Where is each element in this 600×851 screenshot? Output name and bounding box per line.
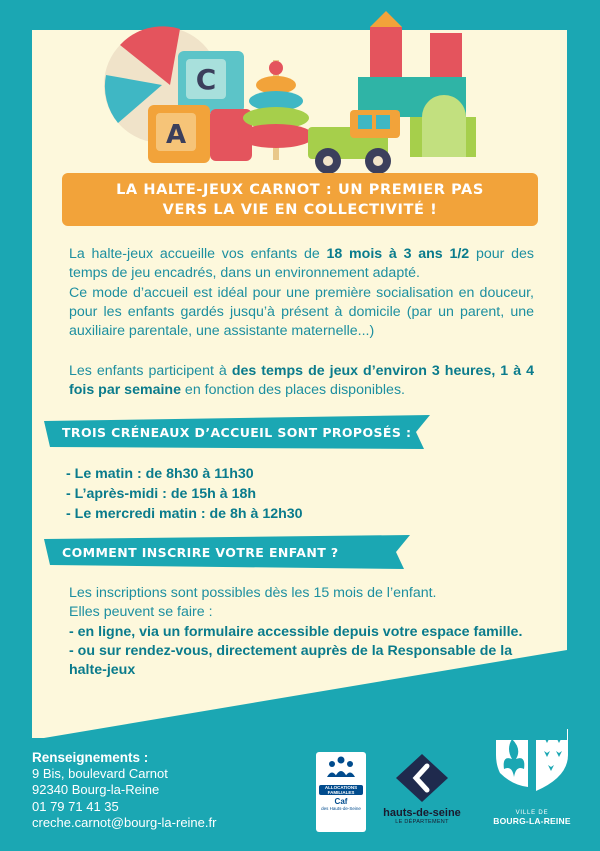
title-line-1: LA HALTE-JEUX CARNOT : UN PREMIER PAS: [116, 181, 484, 198]
sessions-text-end: en fonction des places disponibles.: [180, 382, 405, 399]
signup-online: - en ligne, via un formulaire accessible depuis votre espace famille.: [69, 623, 523, 640]
intro-text-end: pour des temps de jeu encadrés, dans un environnement adapté.: [69, 246, 534, 282]
title-banner: [62, 173, 538, 226]
card-corner-shape: [32, 650, 567, 740]
intro-text: La halte-jeux accueille vos enfants de: [69, 246, 327, 262]
signup-line: Les inscriptions sont possibles dès les 15 mois de l’enfant.: [69, 585, 437, 601]
caf-logo: ALLOCATIONS FAMILIALES Caf des Hauts-de-Seine: [316, 752, 366, 832]
castle-icon: [370, 27, 402, 77]
contact-phone: 01 79 71 41 35: [32, 798, 119, 814]
hauts-de-seine-icon: [392, 752, 452, 802]
intro-socialisation-text: Ce mode d’accueil est idéal pour une première socialisation en douceur, pour les enfants gardés jusqu’à présent à domicile (par un parent, une auxiliaire parentale, une assistante maternelle...): [69, 284, 534, 340]
page-title: [116, 180, 484, 220]
section-title-signup: COMMENT INSCRIRE VOTRE ENFANT ?: [62, 544, 339, 560]
intro-paragraph: [69, 245, 534, 341]
hauts-de-seine-logo: hauts-de-seine LE DÉPARTEMENT: [382, 752, 462, 832]
section-ribbon-slots: [44, 415, 430, 449]
signup-line: Elles peuvent se faire :: [69, 604, 213, 621]
slots-list: [66, 464, 303, 524]
slot-item: - Le mercredi matin : de 8h à 12h30: [66, 506, 303, 522]
contact-heading: Renseignements :: [32, 750, 149, 765]
title-line-2: VERS LA VIE EN COLLECTIVITÉ !: [162, 201, 438, 218]
caf-family-icon: [323, 755, 359, 779]
toys-illustration: [90, 5, 510, 180]
slot-item: - Le matin : de 8h30 à 11h30: [66, 466, 254, 482]
sessions-duration: des temps de jeux d’environ 3 heures, 1 à 4 fois par semaine: [69, 363, 534, 399]
contact-info: [32, 750, 216, 831]
slot-item: - L’après-midi : de 15h à 18h: [66, 486, 257, 502]
age-range: 18 mois à 3 ans 1/2: [326, 246, 470, 262]
contact-address: 9 Bis, boulevard Carnot: [32, 766, 168, 782]
contact-email: creche.carnot@bourg-la-reine.fr: [32, 814, 217, 830]
svg-text:A: A: [165, 120, 187, 150]
sessions-paragraph: [69, 362, 534, 401]
section-title-slots: TROIS CRÉNEAUX D’ACCUEIL SONT PROPOSÉS :: [62, 424, 412, 440]
bourg-la-reine-logo: VILLE DE BOURG-LA-REINE: [492, 725, 572, 835]
svg-text:C: C: [195, 63, 217, 96]
signup-appointment: - ou sur rendez-vous, directement auprès de la Responsable de la halte-jeux: [69, 642, 513, 679]
section-ribbon-signup: [44, 535, 410, 569]
sessions-text: Les enfants participent à: [69, 363, 232, 379]
contact-city: 92340 Bourg-la-Reine: [32, 782, 160, 798]
